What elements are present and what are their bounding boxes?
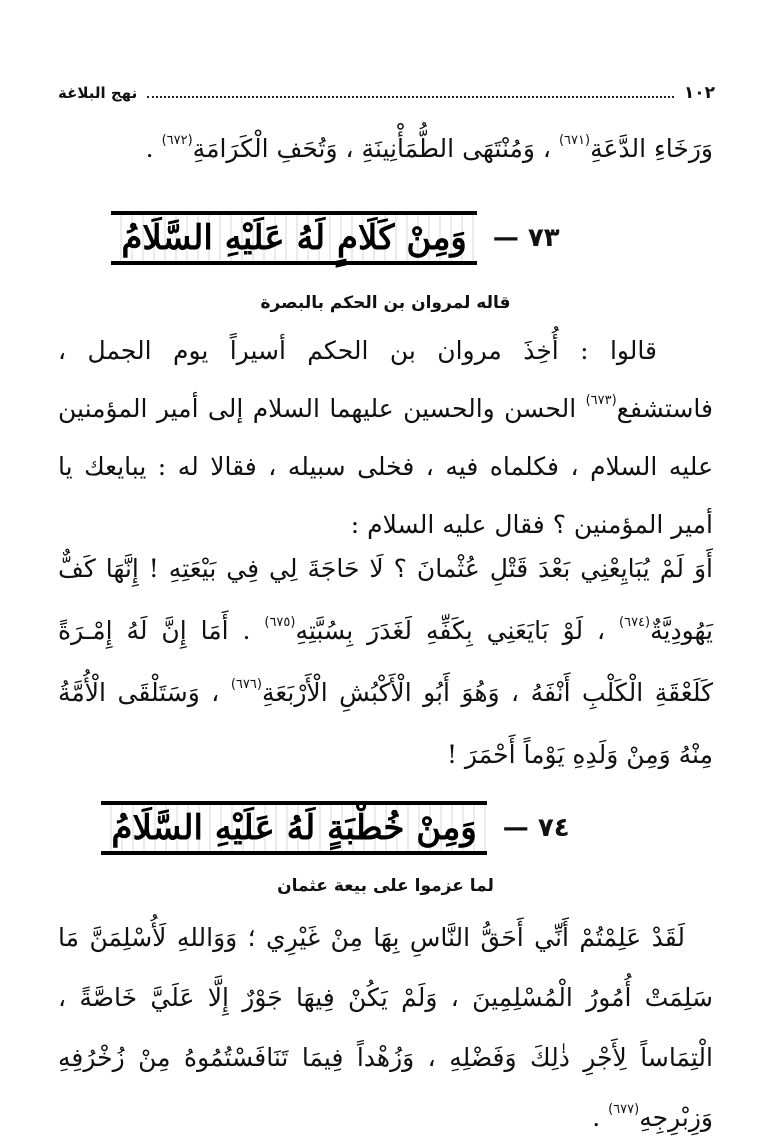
section-73-subtitle: قاله لمروان بن الحكم بالبصرة: [260, 293, 511, 313]
intro-text-c: .: [145, 134, 162, 163]
section-73-narration: [58, 322, 713, 554]
quote-text-a: أَوَ لَمْ يُبَايِعْنِي بَعْدَ قَتْلِ عُثْمانَ ؟ لَا حَاجَةَ لِي فِي بَيْعَتِهِ ! إِنَّهَا كَفٌّ يَهُودِيَّةٌ: [58, 554, 714, 645]
footnote-ref-671: (٦٧١): [558, 133, 591, 148]
section-74-title: وَمِنْ خُطْبَةٍ لَهُ عَلَيْهِ السَّلَامُ: [101, 801, 486, 855]
narration-text-b: الحسن والحسين عليهما السلام إلى أمير المؤمنين عليه السلام ، فكلماه فيه ، فخلى سبيله ، فقالا له : يبايعك يا أمير المؤمنين ؟ فقال عليه السلام :: [58, 394, 713, 539]
footnote-ref-675: (٦٧٥): [264, 615, 296, 630]
footnote-ref-672: (٦٧٢): [161, 133, 193, 148]
intro-paragraph: [58, 120, 713, 178]
running-header: [58, 80, 715, 106]
intro-text-b: ، وَمُنْتَهَى الطُّمَأْنِينَةِ ، وَتُحَفِ الْكَرَامَةِ: [192, 134, 559, 163]
section-74-heading: [100, 800, 571, 856]
section-74-sermon: [58, 908, 713, 1148]
sermon-text-a: لَقَدْ عَلِمْتُمْ أَنِّي أَحَقُّ النَّاسِ بِهَا مِنْ غَيْرِي ؛ وَوَاللهِ لَأُسْلِمَنَّ مَا سَلِمَتْ أُمُورُ الْمُسْلِمِينَ ، وَلَمْ يَكُنْ فِيهَا جَوْرٌ إِلَّا عَلَيَّ خَاصَّةً ، الْتِمَاساً لِأَجْرِ ذٰلِكَ وَفَضْلِهِ ، وَزُهْداً فِيمَا تَنَافَسْتُمُوهُ مِنْ زُخْرُفِهِ وَزِبْرِجِهِ: [58, 923, 713, 1132]
footnote-ref-674: (٦٧٤): [619, 615, 651, 630]
section-73-heading: [100, 210, 571, 266]
quote-text-b: ، لَوْ بَايَعَنِي بِكَفِّهِ لَغَدَرَ بِسُبَّتِهِ: [295, 616, 620, 645]
footnote-ref-673: (٦٧٣): [585, 393, 617, 408]
quote-text-d: ، وَسَتَلْقَى الْأُمَّةُ مِنْهُ وَمِنْ وَلَدِهِ يَوْماً أَحْمَرَ !: [58, 678, 713, 769]
section-73-quote: [58, 538, 713, 786]
book-title: نهج البلاغة: [58, 84, 138, 102]
sermon-text-b: .: [592, 1103, 609, 1132]
section-74-number: ٧٤ —: [502, 813, 570, 843]
section-73-title: وَمِنْ كَلَامٍ لَهُ عَلَيْهِ السَّلَامُ: [111, 211, 476, 265]
narration-text-a: قالوا : أُخِذَ مروان بن الحكم أسيراً يوم الجمل ، فاستشفع: [58, 336, 713, 423]
footnote-ref-677: (٦٧٧): [608, 1102, 640, 1117]
section-74-subtitle: لما عزموا على بيعة عثمان: [277, 876, 494, 896]
section-73-number: ٧٣ —: [492, 223, 560, 253]
footnote-ref-676: (٦٧٦): [230, 677, 262, 692]
intro-text-a: وَرَخَاءِ الدَّعَةِ: [590, 134, 713, 163]
quote-text-c: . أَمَا إِنَّ لَهُ إِمْـرَةً كَلَعْقَةِ الْكَلْبِ أَنْفَهُ ، وَهُوَ أَبُو الْأَكْبُشِ الْأَرْبَعَةِ: [58, 616, 713, 707]
header-dotted-rule: [147, 96, 674, 98]
page-number: ١٠٢: [683, 83, 715, 103]
